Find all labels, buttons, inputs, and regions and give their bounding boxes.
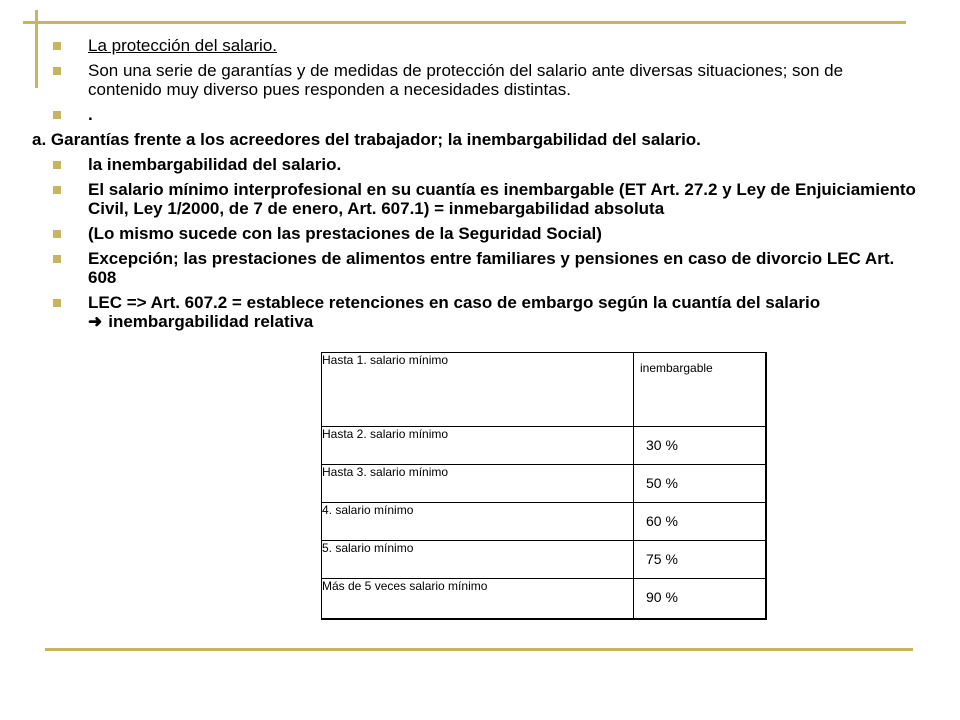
bold-item-text: LEC => Art. 607.2 = establece retenciones en caso de embargo según la cuantía del salario — [88, 293, 821, 312]
value-text: 90 % — [646, 589, 678, 605]
dot-text: . — [88, 105, 93, 124]
value-text: 75 % — [646, 551, 678, 567]
bullet-square-icon — [53, 186, 61, 194]
bullet-square-icon — [53, 230, 61, 238]
table-row — [322, 579, 766, 619]
decorative-bottom-rule — [45, 648, 913, 651]
slide-title: La protección del salario. — [88, 36, 278, 55]
bullet-square-icon — [53, 299, 61, 307]
bullet-square-icon — [53, 111, 61, 119]
slide-content — [32, 36, 918, 337]
retention-table — [321, 352, 767, 620]
table-cell-label: Más de 5 veces salario mínimo — [322, 579, 634, 619]
bullet-item-dot — [48, 105, 918, 124]
value-text: 30 % — [646, 437, 678, 453]
decorative-top-rule — [23, 21, 906, 24]
bullet-item-smi — [48, 180, 918, 218]
bold-item-text: El salario mínimo interprofesional en su cuantía es inembargable (ET Art. 27.2 y Ley de Enjuiciamiento Civil, Ley 1/2000, de 7 de enero, Art. 607.1) = inmebargabilidad absoluta — [88, 180, 916, 218]
bullet-square-icon — [53, 42, 61, 50]
table-cell-value — [634, 465, 766, 503]
table-cell-label: Hasta 2. salario mínimo — [322, 427, 634, 465]
definition-text: Son una serie de garantías y de medidas de protección del salario ante diversas situaciones; son de contenido muy diverso pues responden a necesidades distintas. — [88, 61, 844, 99]
bold-item-text: la inembargabilidad del salario. — [88, 155, 342, 174]
value-text: 50 % — [646, 475, 678, 491]
table-cell-label: Hasta 1. salario mínimo — [322, 353, 634, 427]
bold-item-text: Excepción; las prestaciones de alimentos entre familiares y pensiones en caso de divorcio LEC Art. 608 — [88, 249, 895, 287]
table-row — [322, 465, 766, 503]
right-arrow-icon: ➜ — [88, 312, 103, 331]
table-row — [322, 427, 766, 465]
arrow-line — [48, 312, 918, 331]
bullet-square-icon — [53, 255, 61, 263]
arrow-line-text: inembargabilidad relativa — [108, 312, 314, 331]
section-heading: a. Garantías frente a los acreedores del trabajador; la inembargabilidad del salario. — [32, 130, 701, 149]
bullet-item-excepcion — [48, 249, 918, 287]
table-row — [322, 541, 766, 579]
bullet-item-lec — [48, 293, 918, 312]
bullet-square-icon — [53, 67, 61, 75]
table-cell-value — [634, 541, 766, 579]
table-row — [322, 353, 766, 427]
table-cell-value — [634, 503, 766, 541]
bullet-item-seguridad-social — [48, 224, 918, 243]
table-cell-value — [634, 579, 766, 619]
bullet-item-definition — [48, 61, 918, 99]
bullet-square-icon — [53, 161, 61, 169]
table-cell-value — [634, 353, 766, 427]
bullet-item-title — [48, 36, 918, 55]
bullet-item-inembargabilidad — [48, 155, 918, 174]
table-row — [322, 503, 766, 541]
value-text: inembargable — [640, 361, 713, 375]
table-cell-label: Hasta 3. salario mínimo — [322, 465, 634, 503]
table-cell-label: 4. salario mínimo — [322, 503, 634, 541]
bold-item-text: (Lo mismo sucede con las prestaciones de la Seguridad Social) — [88, 224, 602, 243]
value-text: 60 % — [646, 513, 678, 529]
table-cell-value — [634, 427, 766, 465]
table-cell-label: 5. salario mínimo — [322, 541, 634, 579]
